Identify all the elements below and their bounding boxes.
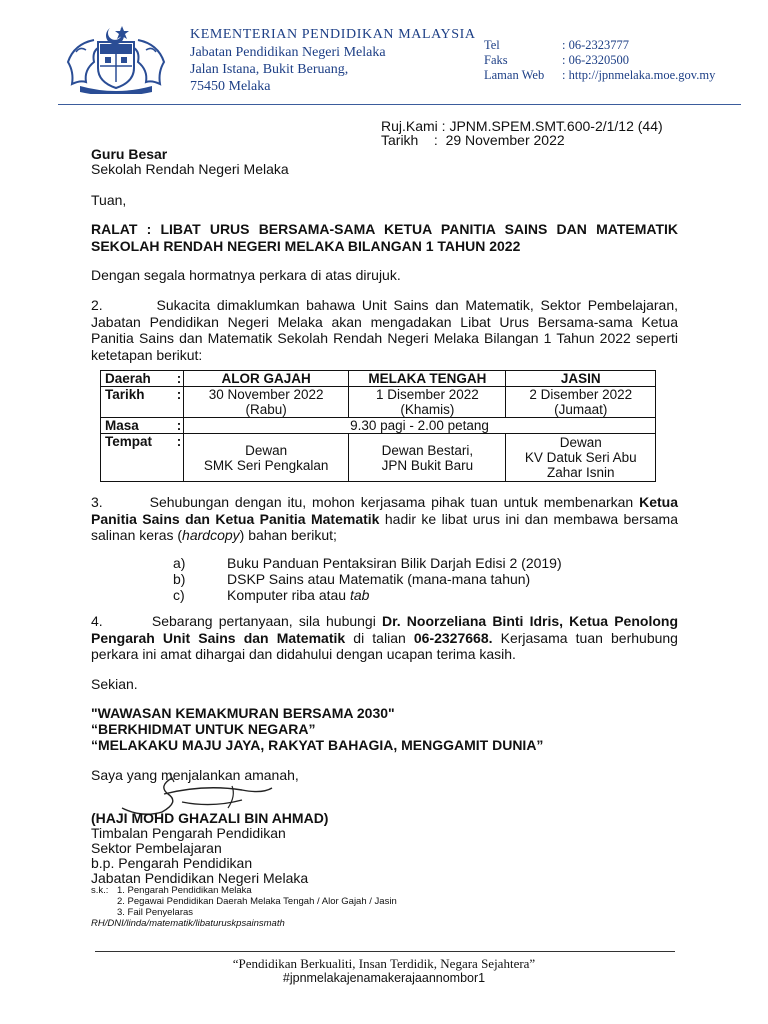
- list-item: b) DSKP Sains atau Matematik (mana-mana tahun): [173, 571, 531, 587]
- contact-web: Laman Web : http://jpnmelaka.moe.gov.my: [484, 68, 716, 82]
- signer-line-1: Timbalan Pengarah Pendidikan: [91, 825, 286, 841]
- table-header-daerah: Daerah: [101, 371, 176, 387]
- contact-block: [484, 38, 715, 83]
- motto-1: "WAWASAN KEMAKMURAN BERSAMA 2030": [91, 705, 395, 721]
- footer-hashtag: #jpnmelakajenamakerajaannombor1: [282, 971, 486, 985]
- salutation: Tuan,: [91, 192, 127, 208]
- contact-tel: Tel : 06-2323777: [484, 38, 630, 52]
- recipient-school: Sekolah Rendah Negeri Melaka: [91, 161, 289, 177]
- signer-name: (HAJI MOHD GHAZALI BIN AHMAD): [91, 810, 329, 826]
- motto-2: “BERKHIDMAT UNTUK NEGARA”: [91, 721, 316, 737]
- signer-line-4: Jabatan Pendidikan Negeri Melaka: [91, 870, 309, 886]
- contact-fax: Faks : 06-2320500: [484, 53, 630, 67]
- ministry-name: KEMENTERIAN PENDIDIKAN MALAYSIA: [190, 27, 476, 42]
- schedule-table: [100, 370, 656, 482]
- table-header-melaka-tengah: MELAKA TENGAH: [349, 371, 506, 387]
- list-item: c) Komputer riba atau tab: [173, 587, 370, 603]
- letter-date: Tarikh : 29 November 2022: [381, 132, 565, 148]
- paragraph-1: Dengan segala hormatnya perkara di atas dirujuk.: [91, 267, 401, 283]
- table-header-jasin: JASIN: [506, 371, 656, 387]
- table-cell: 1 Disember 2022 (Khamis): [349, 387, 506, 418]
- signer-line-3: b.p. Pengarah Pendidikan: [91, 855, 253, 871]
- header-divider: [58, 104, 741, 105]
- cc-label: s.k.:: [91, 885, 109, 896]
- cc-item: 2. Pegawai Pendidikan Daerah Melaka Tengah / Alor Gajah / Jasin: [117, 896, 397, 907]
- table-cell: 30 November 2022 (Rabu): [184, 387, 349, 418]
- paragraph-4: 4. Sebarang pertanyaan, sila hubungi Dr. Noorzeliana Binti Idris, Ketua Penolong Pengarah Unit Sains dan Matematik di talian 06-2327668. Kerjasama tuan berhubung perkara ini amat dihargai dan didahului dengan ucapan terima kasih.: [91, 613, 682, 662]
- cc-item: 3. Fail Penyelaras: [117, 907, 194, 918]
- table-row: Masa : 9.30 pagi - 2.00 petang: [101, 418, 656, 434]
- footer-divider: [95, 951, 675, 952]
- table-row: Tempat : Dewan SMK Seri Pengkalan Dewan Bestari, JPN Bukit Baru Dewan KV Datuk Seri Abu Zahar Isnin: [101, 434, 656, 482]
- paragraph-3: 3. Sehubungan dengan itu, mohon kerjasama pihak tuan untuk membenarkan Ketua Panitia Sains dan Ketua Panitia Matematik hadir ke libat urus ini dan membawa bersama salinan keras (hardcopy) bahan berikut;: [91, 494, 682, 543]
- subject-heading: RALAT : LIBAT URUS BERSAMA-SAMA KETUA PANITIA SAINS DAN MATEMATIK SEKOLAH RENDAH NEGERI MELAKA BILANGAN 1 TAHUN 2022: [91, 221, 678, 254]
- signer-line-2: Sektor Pembelajaran: [91, 840, 222, 856]
- table-cell: 9.30 pagi - 2.00 petang: [184, 418, 656, 434]
- list-item: a) Buku Panduan Pentaksiran Bilik Darjah Edisi 2 (2019): [173, 555, 562, 571]
- file-reference: RH/DNI/linda/matematik/libaturuskpsainsmath: [91, 918, 285, 929]
- table-cell: Dewan Bestari, JPN Bukit Baru: [349, 434, 506, 482]
- table-cell: Dewan KV Datuk Seri Abu Zahar Isnin: [506, 434, 656, 482]
- coat-of-arms-icon: [60, 22, 172, 94]
- reference-number: Ruj.Kami : JPNM.SPEM.SMT.600-2/1/12 (44): [381, 118, 663, 134]
- table-cell: Dewan SMK Seri Pengkalan: [184, 434, 349, 482]
- dept-name: Jabatan Pendidikan Negeri Melaka: [190, 45, 386, 60]
- paragraph-2: 2. Sukacita dimaklumkan bahawa Unit Sains dan Matematik, Sektor Pembelajaran, Jabatan Pendidikan Negeri Melaka akan mengadakan Libat Urus Bersama-sama Ketua Panitia Sains dan Matematik Sekolah Rendah Negeri Melaka Bilangan 1 Tahun 2022 seperti ketetapan berikut:: [91, 297, 682, 363]
- table-row: Tarikh : 30 November 2022 (Rabu) 1 Disember 2022 (Khamis) 2 Disember 2022 (Jumaat): [101, 387, 656, 418]
- table-cell: 2 Disember 2022 (Jumaat): [506, 387, 656, 418]
- website-link[interactable]: : http://jpnmelaka.moe.gov.my: [562, 68, 716, 82]
- table-header-alor-gajah: ALOR GAJAH: [184, 371, 349, 387]
- sign-intro: Saya yang menjalankan amanah,: [91, 767, 299, 783]
- footer-slogan: “Pendidikan Berkualiti, Insan Terdidik, Negara Sejahtera”: [232, 956, 536, 971]
- address-line-1: Jalan Istana, Bukit Beruang,: [190, 62, 349, 77]
- cc-item: 1. Pengarah Pendidikan Melaka: [117, 885, 252, 896]
- motto-3: “MELAKAKU MAJU JAYA, RAKYAT BAHAGIA, MENGGAMIT DUNIA”: [91, 737, 544, 753]
- table-header-row: Daerah : ALOR GAJAH MELAKA TENGAH JASIN: [101, 371, 656, 387]
- address-line-2: 75450 Melaka: [190, 79, 271, 94]
- recipient-title: Guru Besar: [91, 146, 168, 162]
- closing: Sekian.: [91, 676, 138, 692]
